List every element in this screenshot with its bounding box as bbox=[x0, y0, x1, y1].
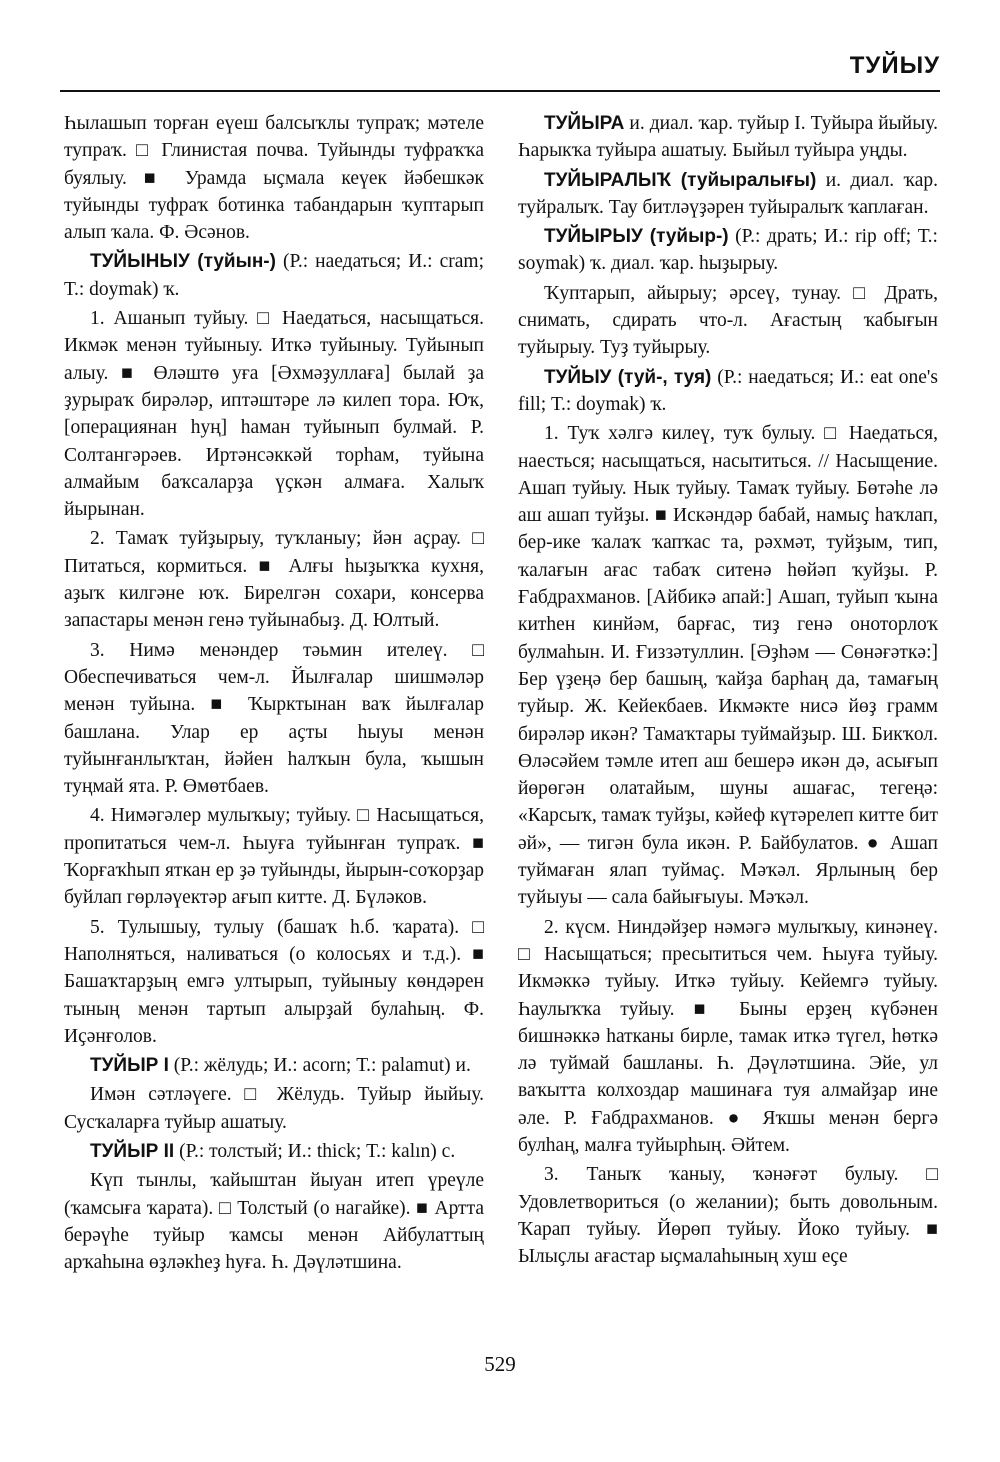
right-column bbox=[518, 110, 938, 1272]
sense-1: 1. Ашанып туйыу. □ Наедаться, насыщаться. Икмәк менән туйыныу. Иткә туйыныу. Туйынып алыу. ■ Өләштө уға [Әхмәҙуллаға] былай ҙа ҙурыраҡ бирәләр, иптәштәре лә килеп тора. Юҡ, [операциянан һуң] һаман туйынып булмай. Р. Солтангәрәев. Иртәнсәккәй торһам, туйына алмайым баҡсаларҙа үҫкән алмаға. Халыҡ йырынан. bbox=[64, 308, 484, 521]
grammar-info: (Р.: драть; И.: rip off; Т.: soymak) ҡ. диал. ҡар. һыҙырыу. bbox=[518, 226, 938, 275]
grammar-info: (Р.: толстый; И.: thick; Т.: kalın) с. bbox=[174, 1140, 456, 1162]
sense-3: 3. Таныҡ ҡаныу, ҡәнәғәт булыу. □ Удовлетвориться (о желании); быть довольным. Ҡарап туйыу. Йөрөп туйыу. Йоко туйыу. ■ Ылыҫлы ағастар ыҫмалаһының хуш еҫе bbox=[518, 1164, 938, 1268]
sense-5: 5. Тулышыу, тулыу (башаҡ һ.б. ҡарата). □ Наполняться, наливаться (о колосьях и т.д.). ■ Башаҡтарҙың емгә ултырып, туйыныу көндәрен тының менән тартып алырҙай булаһың. Ф. Иҫәнғолов. bbox=[64, 916, 484, 1047]
entry-tuiynyu-head bbox=[64, 248, 484, 303]
entry-tuiyra bbox=[518, 110, 938, 165]
headword: ТУЙЫРЫУ (туйыр-) bbox=[544, 226, 729, 248]
running-head: ТУЙЫУ bbox=[849, 52, 940, 79]
headword: ТУЙЫРА bbox=[544, 113, 625, 134]
sense-2: 2. Тамаҡ туйҙырыу, туҡланыу; йән аҫрау. □ Питаться, кормиться. ■ Алғы һыҙыҡҡа кухня, аҙыҡ килгәне юҡ. Бирелгән сохари, консерва запастары менән генә туйынабыҙ. Д. Юлтый. bbox=[64, 528, 484, 632]
entry-tuiyu-head bbox=[518, 364, 938, 419]
entry-text: и. диал. ҡар. туйралыҡ. Тау битләүҙәрен туйыралыҡ ҡаплаған. bbox=[518, 169, 938, 218]
page-number: 529 bbox=[484, 1352, 516, 1376]
headword: ТУЙЫР II bbox=[90, 1140, 175, 1162]
headword: ТУЙЫРАЛЫҠ (туйыралығы) bbox=[544, 169, 817, 191]
entry-text: и. диал. ҡар. туйыр I. Туйыра йыйыу. Һарыкҡа туйыра ашатыу. Быйыл туйыра уңды. bbox=[518, 113, 938, 162]
sense: Имән сәтләүеге. □ Жёлудь. Туйыр йыйыу. Сусҡаларға туйыр ашатыу. bbox=[64, 1084, 484, 1133]
header-rule bbox=[60, 90, 940, 92]
entry-tuiyr-2-head bbox=[64, 1138, 484, 1165]
sense-1: 1. Туҡ хәлгә килеү, туҡ булыу. □ Наедаться, наесться; насыщаться, насытиться. // Насыщение. Ашап туйыу. Нык туйыу. Тамаҡ туйыу. Бөтәһе лә аш ашап туйҙы. ■ Искәндәр бабай, намыҫ һаҡлап, бер-ике ҡалаҡ ҡапҡас та, рәхмәт, туйҙым, тип, ҡалағын ағас табаҡ ситенә һөйәп ҡуйҙы. Р. Ғабдрахманов. [Айбикә апай:] Ашап, туйып ҡына китһен кинйәм, барғас, тиҙ генә оноторлоҡ булмаһын. И. Ғиззәтуллин. [Әҙһәм — Сөнәғәткә:] Бер үҙеңә бер башың, ҡайҙа барһаң да, тамағың туйыр. Ж. Кейекбаев. Икмәкте нисә йөҙ грамм бирәләр икән? Тамаҡтары туймайҙыр. Ш. Бикҡол. Өләсәйем тәмле итеп аш бешерә икән дә, асығып йөрөгән олатайым, шуны ашағас, тегеңә: «Карсыҡ, тамаҡ туйҙы, кәйеф күтәрелеп китте бит әй», — тигән була икән. Р. Байбулатов. ● Ашап туймаған ялап туймаҫ. Мәҡәл. Ярлының бер туйыуы — сала байығыуы. Мәҡәл. bbox=[518, 423, 938, 909]
headword: ТУЙЫУ (туй-, туя) bbox=[544, 366, 712, 388]
sense-2: 2. күсм. Ниндәйҙер нәмәгә мулыҡыу, кинәнеү. □ Насыщаться; пресытиться чем. Һыуға туйыу. Икмәккә туйыу. Иткә туйыу. Кейемгә туйыу. Һаулыҡҡа туйыу. ■ Быны ерҙең күбәнен бишнәккә һатканы бирле, тамак иткә түгел, һөткә лә туймай башланы. Һ. Дәүләтшина. Эйе, ул ваҡытта колхоздар машинаға туя алмайҙар ине әле. Р. Ғабдрахманов. ● Яҡшы менән бергә булһаң, малға туйырһың. Әйтем. bbox=[518, 916, 938, 1156]
sense-3: 3. Нимә менәндер тәьмин ителеү. □ Обеспечиваться чем-л. Йылғалар шишмәләр менән туйына. ■ Ҡырктынан ваҡ йылғалар башлана. Улар ер аҫты һыуы менән туйынғанлыҡтан, йәйен һалҡын була, ҡышын туңмай ята. Р. Өмөтбаев. bbox=[64, 639, 484, 798]
sense: Күп тынлы, ҡайыштан йыуан итеп үреүле (ҡамсыға ҡарата). □ Толстый (о нагайке). ■ Артта берәүһе туйыр ҡамсы менән Айбулаттың арҡаһына өҙләкһеҙ һуға. Һ. Дәүләтшина. bbox=[64, 1170, 484, 1274]
entry-tuiyryu-head bbox=[518, 223, 938, 278]
grammar-info: (Р.: жёлудь; И.: acorn; Т.: palamut) и. bbox=[168, 1055, 471, 1077]
headword: ТУЙЫР I bbox=[90, 1055, 169, 1077]
grammar-info: (Р.: наедаться; И.: cram; Т.: doymak) ҡ. bbox=[64, 251, 484, 300]
entry-tuiyralyk bbox=[518, 167, 938, 222]
left-column bbox=[64, 110, 484, 1278]
sense-4: 4. Нимәгәлер мулыҡыу; туйыу. □ Насыщаться, пропитаться чем-л. Һыуға туйынған тупраҡ. ■ Ҡорғаҡһып яткан ер ҙә туйынды, йырын-соҡорҙар буйлап гөрләүектәр ағып китте. Д. Бүләков. bbox=[64, 805, 484, 909]
headword: ТУЙЫНЫУ (туйын-) bbox=[90, 251, 276, 273]
entry-continuation: Һылашып торған еүеш балсыҡлы тупраҡ; мәтеле тупраҡ. □ Глинистая почва. Туйынды туфраҡҡа буялыу. ■ Урамда ыҫмала кеүек йәбешкәк туйынды туфраҡ ботинка табандарын ҡуптарып алып ҡала. Ф. Әсәнов. bbox=[64, 113, 484, 244]
grammar-info: (Р.: наедаться; И.: eat one's fill; Т.: doymak) ҡ. bbox=[518, 366, 938, 415]
sense: Ҡуптарып, айырыу; әрсеү, тунау. □ Драть, снимать, сдирать что-л. Ағастың ҡабығын туйырыу. Туҙ туйырыу. bbox=[518, 282, 938, 359]
entry-tuiyr-1-head bbox=[64, 1052, 484, 1079]
